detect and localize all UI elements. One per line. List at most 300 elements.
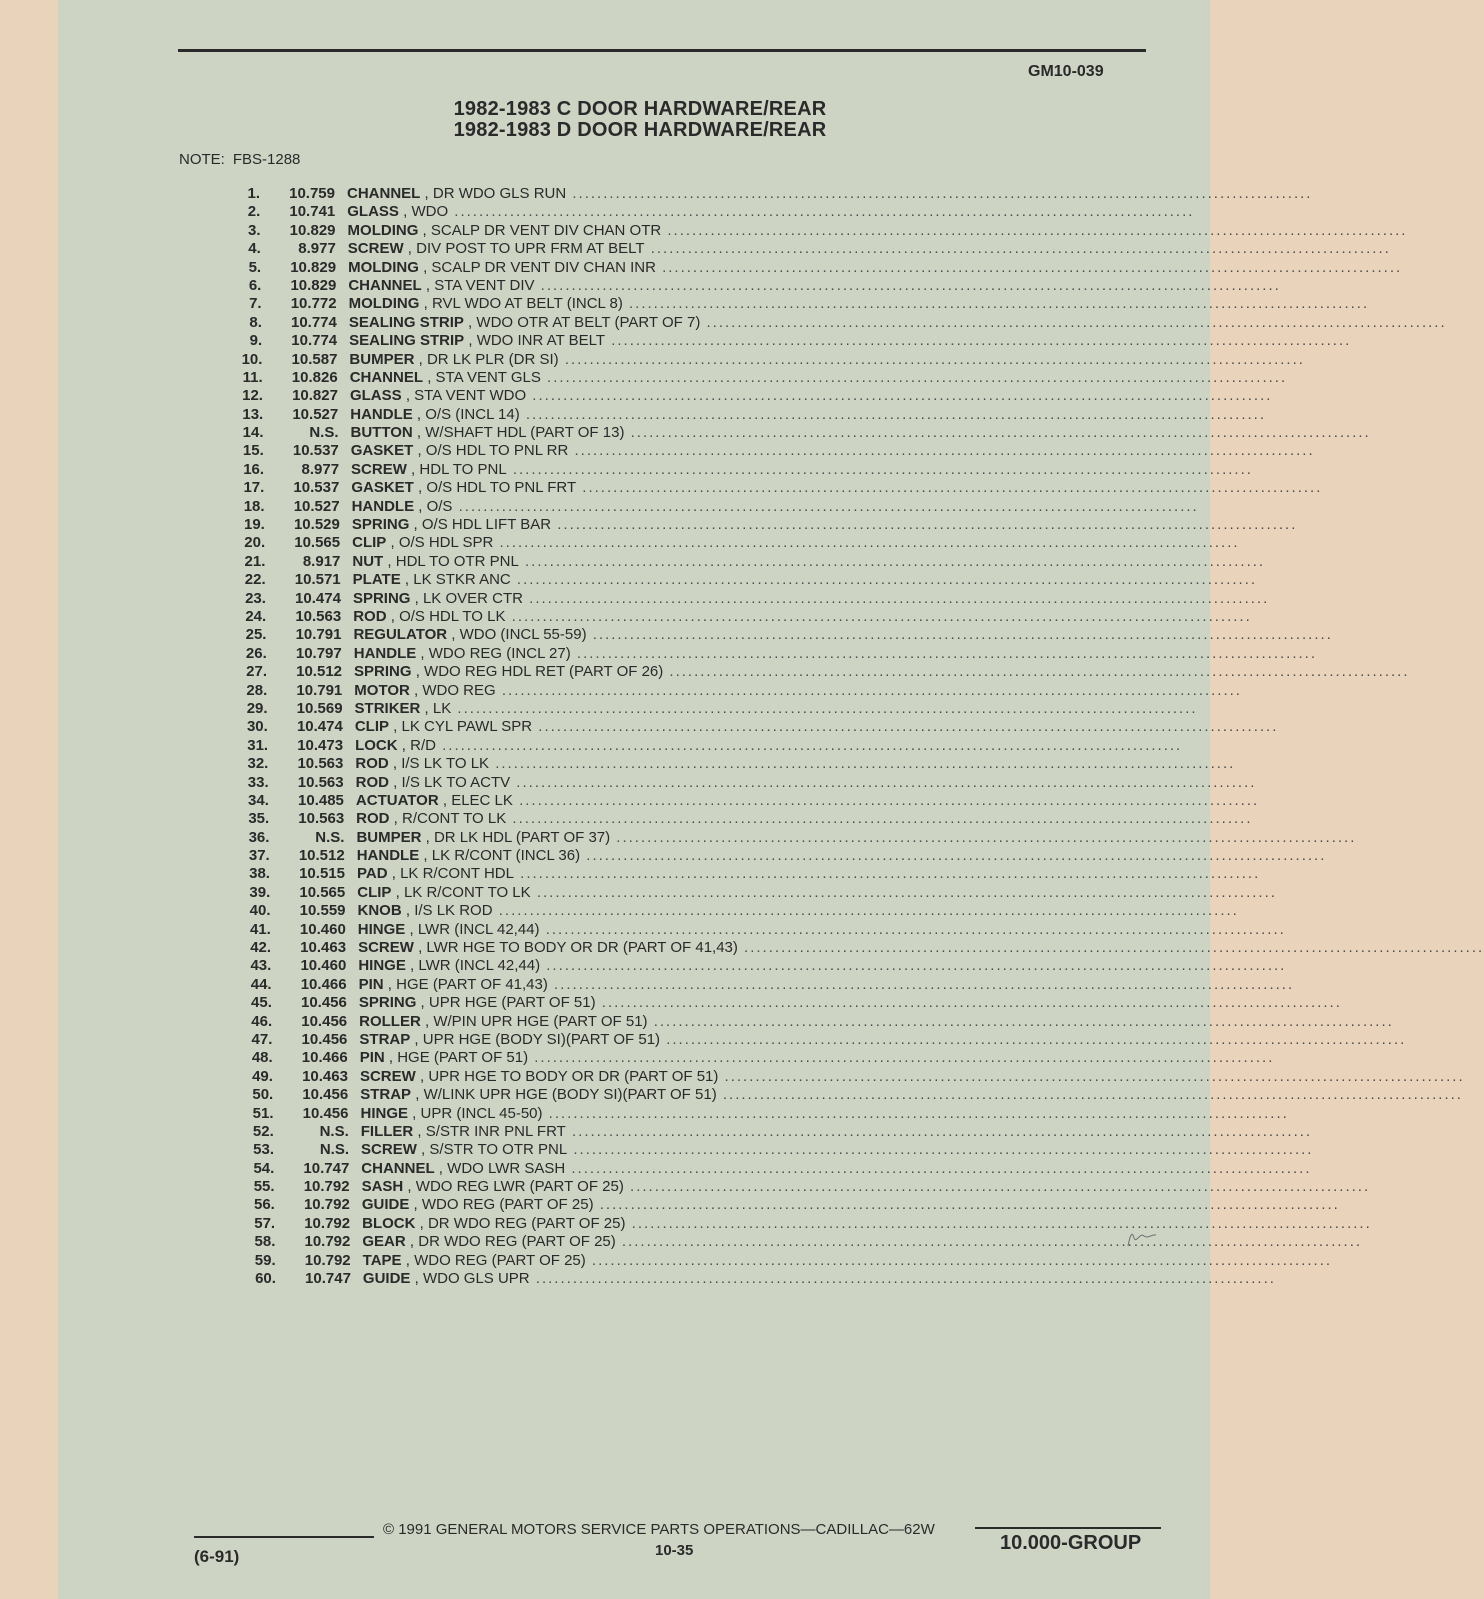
part-detail: LWR HGE TO BODY OR DR (PART OF 41,43) bbox=[426, 939, 738, 957]
leader-dots: ........................................................................................................................ bbox=[505, 607, 1252, 625]
group-number: 10.565 bbox=[299, 883, 346, 901]
item-number: 39. bbox=[249, 883, 271, 901]
part-description bbox=[351, 516, 1298, 534]
part-name: BLOCK bbox=[362, 1214, 416, 1232]
part-description bbox=[359, 1049, 1275, 1067]
part-description bbox=[355, 736, 1183, 755]
leader-dots: ........................................................................................................................ bbox=[493, 534, 1240, 552]
part-description bbox=[357, 902, 1239, 920]
separator: , bbox=[409, 1196, 422, 1214]
title-line-1: 1982-1983 C DOOR HARDWARE/REAR bbox=[453, 98, 827, 120]
separator: , bbox=[409, 681, 423, 699]
parts-row bbox=[225, 865, 1261, 883]
part-name: GUIDE bbox=[361, 1196, 410, 1214]
part-name: BUTTON bbox=[350, 424, 413, 442]
leader-dots: ........................................................................................................................ bbox=[558, 350, 1305, 368]
part-detail: ELEC LK bbox=[451, 791, 513, 809]
separator: , bbox=[389, 810, 403, 828]
parts-row bbox=[216, 258, 1403, 277]
parts-row bbox=[229, 1159, 1312, 1178]
group-number: 10.741 bbox=[289, 203, 336, 221]
parts-row bbox=[223, 718, 1279, 736]
part-detail: LK R/CONT HDL bbox=[400, 865, 514, 883]
leader-dots: ........................................................................................................................ bbox=[718, 1067, 1465, 1085]
part-detail: WDO REG (INCL 27) bbox=[428, 644, 571, 662]
item-number: 40. bbox=[249, 902, 271, 920]
parts-row bbox=[222, 644, 1317, 663]
leader-dots: ........................................................................................................................ bbox=[551, 516, 1298, 534]
part-description bbox=[353, 626, 1333, 644]
part-description bbox=[359, 1067, 1465, 1086]
part-description bbox=[358, 957, 1287, 975]
leader-dots: ........................................................................................................................ bbox=[593, 1196, 1340, 1214]
group-number: N.S. bbox=[319, 1122, 349, 1140]
part-name: PIN bbox=[358, 975, 384, 993]
part-description bbox=[362, 1270, 1276, 1288]
part-name: ROLLER bbox=[359, 1012, 421, 1030]
part-description bbox=[350, 405, 1266, 424]
leader-dots: ........................................................................................................................ bbox=[623, 1178, 1371, 1196]
leader-dots: ........................................................................................................................ bbox=[523, 589, 1270, 607]
part-detail: HGE (PART OF 41,43) bbox=[396, 975, 548, 993]
group-number: 10.792 bbox=[303, 1196, 350, 1214]
item-number: 33. bbox=[247, 773, 269, 791]
parts-row bbox=[227, 994, 1342, 1012]
parts-row bbox=[222, 663, 1410, 681]
group-number: 10.563 bbox=[298, 810, 345, 828]
group-number: 10.829 bbox=[290, 258, 337, 276]
group-number: 10.791 bbox=[296, 681, 343, 699]
group-number: 10.774 bbox=[291, 332, 338, 350]
part-detail: R/CONT TO LK bbox=[402, 810, 507, 828]
part-description bbox=[347, 185, 1313, 203]
separator: , bbox=[388, 773, 402, 791]
part-detail: HDL TO OTR PNL bbox=[395, 552, 519, 570]
parts-row bbox=[224, 810, 1253, 828]
item-number: 29. bbox=[246, 699, 268, 717]
parts-row bbox=[230, 1214, 1372, 1233]
separator: , bbox=[420, 699, 433, 717]
separator: , bbox=[416, 994, 429, 1012]
parts-row bbox=[228, 1086, 1463, 1104]
note-value: FBS-1288 bbox=[232, 151, 301, 168]
group-number: 10.527 bbox=[292, 405, 339, 423]
leader-dots: ........................................................................................................................ bbox=[526, 387, 1273, 405]
item-number: 13. bbox=[242, 405, 264, 423]
part-description bbox=[362, 1233, 1363, 1251]
part-detail: DIV POST TO UPR FRM AT BELT bbox=[416, 240, 645, 258]
part-name: GUIDE bbox=[362, 1270, 411, 1288]
group-number: 10.512 bbox=[298, 847, 345, 865]
separator: , bbox=[411, 1086, 424, 1104]
leader-dots: ........................................................................................................................ bbox=[661, 221, 1408, 239]
parts-row bbox=[217, 313, 1447, 332]
item-number: 37. bbox=[248, 847, 270, 865]
part-name: MOLDING bbox=[347, 221, 419, 239]
part-description bbox=[354, 699, 1198, 718]
leader-dots: ........................................................................................................................ bbox=[565, 1159, 1312, 1177]
parts-row bbox=[217, 332, 1352, 350]
leader-dots: ........................................................................................................................ bbox=[605, 332, 1352, 350]
part-name: SCREW bbox=[351, 460, 407, 478]
leader-dots: ........................................................................................................................ bbox=[580, 847, 1327, 865]
group-number: 10.747 bbox=[303, 1159, 350, 1177]
part-detail: DR LK PLR (DR SI) bbox=[426, 350, 559, 368]
group-number: 10.474 bbox=[296, 718, 343, 736]
item-number: 25. bbox=[245, 626, 267, 644]
part-description bbox=[358, 939, 1484, 957]
group-number: N.S. bbox=[309, 424, 339, 442]
leader-dots: ........................................................................................................................ bbox=[529, 1270, 1276, 1288]
part-name: CHANNEL bbox=[347, 185, 421, 202]
part-name: LOCK bbox=[355, 736, 398, 754]
part-description bbox=[361, 1141, 1314, 1159]
part-detail: UPR HGE TO BODY OR DR (PART OF 51) bbox=[428, 1067, 719, 1085]
footer-group: 10.000-GROUP bbox=[1000, 1532, 1142, 1554]
part-detail: LK OVER CTR bbox=[422, 589, 523, 607]
group-number: 10.792 bbox=[304, 1233, 351, 1251]
separator: , bbox=[401, 387, 415, 405]
part-name: HANDLE bbox=[356, 847, 420, 865]
separator: , bbox=[387, 865, 401, 883]
part-detail: STA VENT WDO bbox=[414, 387, 527, 405]
part-description bbox=[361, 1196, 1340, 1214]
separator: , bbox=[397, 736, 411, 754]
group-number: 10.829 bbox=[289, 221, 336, 239]
part-description bbox=[359, 1030, 1407, 1049]
leader-dots: ........................................................................................................................ bbox=[452, 497, 1199, 515]
part-detail: WDO LWR SASH bbox=[447, 1159, 566, 1177]
part-name: ACTUATOR bbox=[355, 791, 439, 809]
group-number: 10.827 bbox=[292, 387, 338, 405]
part-detail: O/S bbox=[426, 497, 453, 515]
part-detail: WDO bbox=[411, 203, 449, 221]
part-name: SEALING STRIP bbox=[348, 313, 464, 331]
parts-row bbox=[217, 350, 1305, 369]
item-number: 49. bbox=[252, 1067, 273, 1085]
parts-row bbox=[227, 975, 1295, 994]
leader-dots: ........................................................................................................................ bbox=[547, 975, 1295, 993]
group-number: 10.826 bbox=[291, 368, 338, 386]
leader-dots: ........................................................................................................................ bbox=[585, 1251, 1333, 1269]
item-number: 23. bbox=[245, 589, 266, 607]
part-detail: O/S HDL LIFT BAR bbox=[421, 516, 552, 534]
part-detail: O/S HDL TO PNL FRT bbox=[426, 479, 577, 497]
parts-row bbox=[217, 295, 1370, 313]
group-number: 10.791 bbox=[295, 626, 342, 644]
item-number: 52. bbox=[252, 1122, 274, 1140]
part-name: REGULATOR bbox=[353, 626, 448, 644]
part-name: SCREW bbox=[359, 1067, 416, 1085]
item-number: 16. bbox=[243, 460, 265, 478]
separator: , bbox=[383, 552, 396, 570]
part-detail: S/STR INR PNL FRT bbox=[425, 1122, 566, 1140]
leader-dots: ........................................................................................................................ bbox=[644, 240, 1391, 258]
part-name: HANDLE bbox=[353, 644, 417, 662]
item-number: 9. bbox=[249, 332, 263, 350]
group-number: 10.460 bbox=[300, 957, 347, 975]
item-number: 56. bbox=[253, 1196, 275, 1214]
leader-dots: ........................................................................................................................ bbox=[510, 773, 1257, 791]
leader-dots: ........................................................................................................................ bbox=[624, 424, 1371, 442]
part-name: STRAP bbox=[360, 1086, 412, 1104]
separator: , bbox=[410, 1030, 423, 1048]
item-number: 18. bbox=[243, 497, 265, 515]
item-number: 5. bbox=[248, 258, 262, 276]
part-name: TAPE bbox=[362, 1251, 402, 1269]
leader-dots: ........................................................................................................................ bbox=[586, 626, 1333, 644]
leader-dots: ........................................................................................................................ bbox=[510, 571, 1258, 589]
part-description bbox=[348, 276, 1281, 295]
part-detail: LWR (INCL 42,44) bbox=[418, 957, 541, 975]
part-detail: LK CYL PAWL SPR bbox=[401, 718, 533, 736]
parts-row bbox=[226, 920, 1286, 939]
document-code: GM10-039 bbox=[1028, 63, 1104, 80]
part-detail: STA VENT DIV bbox=[434, 276, 535, 294]
leader-dots: ........................................................................................................................ bbox=[565, 1122, 1313, 1140]
item-number: 17. bbox=[243, 479, 265, 497]
separator: , bbox=[413, 442, 426, 460]
separator: , bbox=[420, 185, 433, 202]
separator: , bbox=[389, 718, 402, 736]
item-number: 45. bbox=[251, 994, 272, 1012]
item-number: 21. bbox=[244, 552, 266, 570]
part-name: HANDLE bbox=[351, 497, 415, 515]
item-number: 2. bbox=[247, 203, 261, 221]
part-name: GASKET bbox=[350, 442, 414, 460]
part-description bbox=[351, 460, 1253, 479]
group-number: 10.515 bbox=[299, 865, 345, 883]
part-description bbox=[348, 258, 1403, 277]
separator: , bbox=[412, 405, 426, 423]
part-detail: STA VENT GLS bbox=[435, 368, 541, 386]
item-number: 24. bbox=[245, 607, 267, 625]
group-number: 10.792 bbox=[304, 1214, 351, 1232]
part-detail: LK R/CONT (INCL 36) bbox=[431, 847, 581, 865]
part-description bbox=[359, 1012, 1394, 1031]
group-number: 10.563 bbox=[295, 607, 342, 625]
group-number: 10.463 bbox=[300, 939, 347, 957]
item-number: 48. bbox=[251, 1049, 273, 1067]
part-description bbox=[360, 1086, 1463, 1104]
item-number: 10. bbox=[241, 350, 263, 368]
part-name: HINGE bbox=[358, 957, 406, 975]
part-name: GLASS bbox=[349, 387, 402, 405]
separator: , bbox=[415, 1067, 429, 1085]
parts-row bbox=[218, 405, 1266, 424]
group-number: 10.571 bbox=[294, 571, 341, 589]
part-detail: RVL WDO AT BELT (INCL 8) bbox=[431, 295, 623, 313]
part-name: SPRING bbox=[351, 516, 410, 534]
item-number: 6. bbox=[248, 276, 262, 294]
part-description bbox=[356, 847, 1327, 865]
part-detail: I/S LK TO LK bbox=[401, 755, 490, 773]
group-number: 10.569 bbox=[296, 699, 343, 717]
group-number: 10.512 bbox=[296, 663, 343, 681]
part-name: CHANNEL bbox=[349, 368, 424, 386]
separator: , bbox=[423, 368, 436, 386]
part-detail: W/SHAFT HDL (PART OF 13) bbox=[425, 424, 625, 442]
separator: , bbox=[403, 1178, 416, 1196]
item-number: 32. bbox=[247, 755, 269, 773]
part-detail: HDL TO PNL bbox=[419, 460, 507, 478]
footer-rule-left bbox=[194, 1536, 374, 1538]
leader-dots: ........................................................................................................................ bbox=[595, 994, 1342, 1012]
part-description bbox=[356, 865, 1261, 883]
separator: , bbox=[406, 460, 420, 478]
part-description bbox=[347, 240, 1391, 258]
part-description bbox=[355, 791, 1260, 810]
footer-rule-right bbox=[975, 1527, 1161, 1529]
group-number: 10.829 bbox=[290, 276, 337, 294]
leader-dots: ........................................................................................................................ bbox=[495, 681, 1242, 699]
separator: , bbox=[388, 755, 402, 773]
group-number: 10.587 bbox=[291, 350, 338, 368]
part-description bbox=[358, 994, 1342, 1012]
parts-row bbox=[228, 1067, 1465, 1086]
leader-dots: ........................................................................................................................ bbox=[534, 276, 1281, 294]
part-name: SASH bbox=[361, 1178, 404, 1196]
group-number: 10.774 bbox=[290, 313, 337, 331]
parts-row bbox=[224, 791, 1260, 810]
separator: , bbox=[464, 332, 477, 350]
item-number: 27. bbox=[246, 663, 268, 681]
item-number: 12. bbox=[242, 387, 263, 405]
leader-dots: ........................................................................................................................ bbox=[576, 479, 1323, 497]
parts-row bbox=[228, 1049, 1275, 1067]
part-name: ROD bbox=[353, 607, 387, 625]
parts-row bbox=[225, 883, 1277, 902]
part-description bbox=[354, 681, 1242, 700]
parts-row bbox=[226, 902, 1239, 920]
separator: , bbox=[416, 1141, 430, 1159]
part-name: ROD bbox=[356, 810, 390, 828]
separator: , bbox=[420, 1012, 434, 1030]
part-name: SEALING STRIP bbox=[349, 332, 465, 350]
part-name: BUMPER bbox=[349, 350, 415, 368]
group-number: 10.466 bbox=[301, 1049, 348, 1067]
separator: , bbox=[412, 424, 426, 442]
group-number: 10.529 bbox=[293, 516, 340, 534]
item-number: 54. bbox=[253, 1159, 275, 1177]
part-detail: SCALP DR VENT DIV CHAN INR bbox=[431, 258, 656, 276]
part-description bbox=[356, 828, 1357, 847]
part-name: PAD bbox=[356, 865, 388, 883]
note bbox=[179, 151, 308, 168]
separator: , bbox=[405, 920, 418, 938]
separator: , bbox=[418, 258, 432, 276]
separator: , bbox=[414, 497, 427, 515]
item-number: 8. bbox=[249, 313, 262, 331]
part-description bbox=[360, 1122, 1313, 1141]
part-name: SPRING bbox=[358, 994, 417, 1012]
part-detail: W/PIN UPR HGE (PART OF 51) bbox=[433, 1012, 648, 1030]
part-description bbox=[362, 1214, 1372, 1233]
leader-dots: ........................................................................................................................ bbox=[506, 810, 1253, 828]
part-detail: UPR HGE (BODY SI)(PART OF 51) bbox=[422, 1030, 661, 1048]
part-detail: LK STKR ANC bbox=[413, 571, 511, 589]
group-number: 10.463 bbox=[302, 1067, 348, 1085]
parts-row bbox=[215, 203, 1195, 221]
separator: , bbox=[419, 295, 432, 313]
part-detail: WDO INR AT BELT bbox=[476, 332, 606, 350]
group-number: 10.559 bbox=[299, 902, 346, 920]
group-number: 10.527 bbox=[293, 497, 340, 515]
leader-dots: ........................................................................................................................ bbox=[532, 718, 1279, 736]
separator: , bbox=[383, 975, 397, 993]
parts-row bbox=[223, 755, 1236, 773]
part-name: CLIP bbox=[352, 534, 387, 552]
part-detail: LK R/CONT TO LK bbox=[403, 883, 531, 901]
separator: , bbox=[386, 534, 399, 552]
group-number: 10.456 bbox=[302, 1086, 349, 1104]
part-detail: WDO REG (PART OF 25) bbox=[414, 1251, 586, 1269]
group-number: N.S. bbox=[319, 1141, 350, 1159]
part-description bbox=[352, 571, 1258, 589]
leader-dots: ........................................................................................................................ bbox=[568, 442, 1315, 460]
part-detail: WDO (INCL 55-59) bbox=[459, 626, 587, 644]
parts-row bbox=[221, 626, 1333, 644]
group-number: 10.466 bbox=[300, 975, 347, 993]
item-number: 34. bbox=[248, 791, 269, 809]
leader-dots: ........................................................................................................................ bbox=[528, 1049, 1275, 1067]
separator: , bbox=[413, 939, 427, 957]
leader-dots: ........................................................................................................................ bbox=[539, 920, 1286, 938]
leader-dots: ........................................................................................................................ bbox=[506, 460, 1253, 478]
parts-row bbox=[218, 368, 1288, 387]
separator: , bbox=[384, 1049, 398, 1067]
part-detail: WDO REG HDL RET (PART OF 26) bbox=[424, 663, 664, 681]
leader-dots: ........................................................................................................................ bbox=[737, 939, 1484, 957]
parts-row bbox=[226, 957, 1287, 975]
leader-dots: ........................................................................................................................ bbox=[610, 828, 1357, 846]
group-number: 10.473 bbox=[297, 736, 344, 754]
part-name: ROD bbox=[355, 773, 389, 791]
item-number: 1. bbox=[247, 185, 260, 202]
part-name: GLASS bbox=[347, 203, 399, 221]
part-name: GEAR bbox=[362, 1233, 406, 1251]
group-number: 10.792 bbox=[304, 1251, 351, 1269]
part-name: HANDLE bbox=[350, 405, 413, 423]
part-description bbox=[353, 644, 1317, 663]
part-name: SPRING bbox=[354, 663, 412, 681]
item-number: 15. bbox=[242, 442, 264, 460]
leader-dots: ........................................................................................................................ bbox=[566, 185, 1313, 202]
item-number: 59. bbox=[254, 1251, 276, 1269]
leader-dots: ........................................................................................................................ bbox=[570, 644, 1317, 662]
part-name: SCREW bbox=[358, 939, 414, 957]
item-number: 31. bbox=[247, 736, 269, 754]
part-detail: SCALP DR VENT DIV CHAN OTR bbox=[430, 221, 662, 239]
parts-row bbox=[230, 1178, 1371, 1196]
part-description bbox=[349, 332, 1352, 350]
group-number: 10.565 bbox=[294, 534, 341, 552]
item-number: 55. bbox=[253, 1178, 275, 1196]
part-detail: I/S LK ROD bbox=[414, 902, 493, 920]
parts-row bbox=[216, 221, 1408, 240]
item-number: 35. bbox=[248, 810, 270, 828]
parts-row bbox=[221, 607, 1252, 626]
part-name: BUMPER bbox=[356, 828, 422, 846]
part-detail: DR WDO REG (PART OF 25) bbox=[418, 1233, 616, 1251]
part-name: MOLDING bbox=[348, 258, 419, 276]
parts-row bbox=[222, 681, 1242, 700]
footer-date-code: (6-91) bbox=[194, 1547, 240, 1566]
part-description bbox=[349, 387, 1273, 405]
group-number: 10.563 bbox=[297, 773, 344, 791]
separator: , bbox=[391, 883, 404, 901]
separator: , bbox=[421, 828, 434, 846]
